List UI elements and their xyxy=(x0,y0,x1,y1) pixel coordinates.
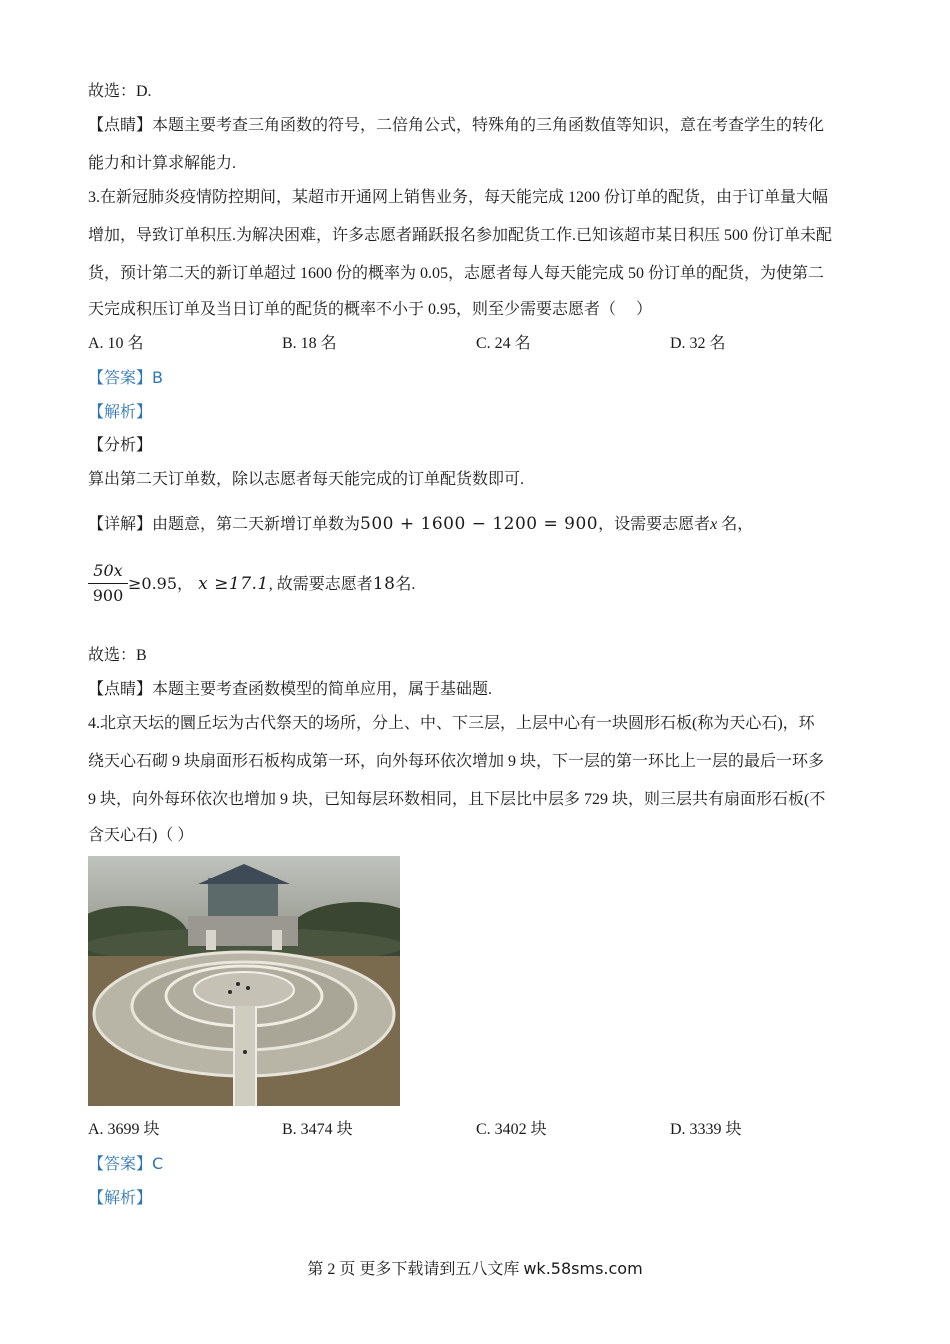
q3-analysis-tag: 【解析】 xyxy=(88,402,153,421)
q3-stem-line4: 天完成积压订单及当日订单的配货的概率不小于 0.95，则至少需要志愿者（ ） xyxy=(88,301,653,318)
q4-option-c: C. 3402 块 xyxy=(476,1121,547,1138)
q3-option-d: D. 32 名 xyxy=(670,335,726,352)
q3-inequality: ≥0.95， x ≥17.1, 故需要志愿者18名. xyxy=(128,574,416,594)
q4-option-b: B. 3474 块 xyxy=(282,1121,353,1138)
footer-site-link[interactable]: wk.58sms.com xyxy=(523,1259,643,1278)
q3-fenxi-tag: 【分析】 xyxy=(88,437,153,454)
q3-detail: 【详解】由题意，第二天新增订单数为500 + 1600 − 1200 = 900，设需要志愿者x 名， xyxy=(88,514,754,534)
q3-fraction xyxy=(88,560,128,607)
q4-analysis-tag: 【解析】 xyxy=(88,1188,153,1207)
page-footer: 第 2 页 更多下载请到五八文库 wk.58sms.com xyxy=(307,1259,643,1278)
q4-stem-line2: 绕天心石砌 9 块扇面形石板构成第一环，向外每环依次增加 9 块，下一层的第一环比上一层的最后一环多 xyxy=(88,753,825,770)
q4-stem-line1: 4.北京天坛的圜丘坛为古代祭天的场所，分上、中、下三层，上层中心有一块圆形石板(称为天心石)，环 xyxy=(88,715,815,732)
q4-answer: 【答案】C xyxy=(88,1154,164,1173)
q4-option-a: A. 3699 块 xyxy=(88,1121,160,1138)
q4-stem-line3: 9 块，向外每环依次也增加 9 块，已知每层环数相同，且下层比中层多 729 块，则三层共有扇面形石板(不 xyxy=(88,791,826,808)
q3-fenxi: 算出第二天订单数，除以志愿者每天能完成的订单配货数即可. xyxy=(88,471,525,488)
comment-tag: 【点睛】 xyxy=(88,117,153,134)
q3-option-b: B. 18 名 xyxy=(282,335,337,352)
fraction-numerator: 50x xyxy=(93,561,123,580)
prev-choice: 故选：D. xyxy=(88,83,152,100)
fraction-denominator: 900 xyxy=(92,586,124,605)
altar-photo xyxy=(88,856,400,1106)
q3-option-c: C. 24 名 xyxy=(476,335,531,352)
q3-stem-line3: 货，预计第二天的新订单超过 1600 份的概率为 0.05，志愿者每人每天能完成 50 份订单的配货，为使第二 xyxy=(88,265,825,282)
q3-answer: 【答案】B xyxy=(88,368,163,387)
prev-comment-line1: 【点睛】本题主要考查三角函数的符号，二倍角公式，特殊角的三角函数值等知识，意在考查学生的转化 xyxy=(88,117,825,134)
q3-stem-line1: 3.在新冠肺炎疫情防控期间，某超市开通网上销售业务，每天能完成 1200 份订单的配货，由于订单量大幅 xyxy=(88,189,829,206)
circular-altar-illustration xyxy=(88,856,400,1106)
q4-stem-line4: 含天心石)（ ） xyxy=(88,827,194,844)
q3-detail-expression: 500 + 1600 − 1200 = 900 xyxy=(360,514,599,534)
q3-option-a: A. 10 名 xyxy=(88,335,144,352)
q3-stem-line2: 增加，导致订单积压.为解决困难，许多志愿者踊跃报名参加配货工作.已知该超市某日积压 500 份订单未配 xyxy=(88,227,833,244)
fraction-bar xyxy=(88,583,128,584)
q4-option-d: D. 3339 块 xyxy=(670,1121,742,1138)
q3-choice: 故选：B xyxy=(88,647,147,664)
q3-comment: 【点睛】本题主要考查函数模型的简单应用，属于基础题. xyxy=(88,681,493,698)
prev-comment-line2: 能力和计算求解能力. xyxy=(88,155,237,172)
